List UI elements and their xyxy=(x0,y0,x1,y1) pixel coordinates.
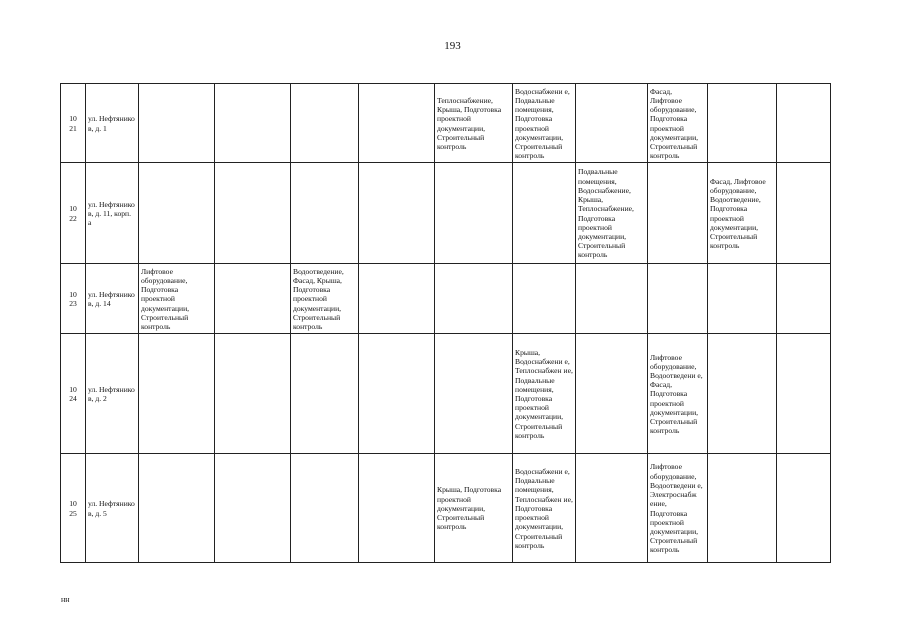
work-cell xyxy=(359,454,435,563)
table-row xyxy=(61,454,831,563)
work-cell: Крыша, Водоснабжени е, Теплоснабжен ие, Подвальные помещения, Подготовка проектной документации, Строительный контроль xyxy=(513,334,576,454)
work-cell: Лифтовое оборудование, Водоотведени е, Фасад, Подготовка проектной документации, Строительный контроль xyxy=(648,334,708,454)
work-cell xyxy=(215,163,291,264)
row-number: 10 21 xyxy=(61,84,86,163)
work-cell xyxy=(139,334,215,454)
row-number: 10 23 xyxy=(61,264,86,334)
work-cell xyxy=(435,163,513,264)
work-cell xyxy=(291,163,359,264)
work-cell xyxy=(139,163,215,264)
work-cell xyxy=(139,454,215,563)
work-cell xyxy=(708,454,777,563)
work-cell xyxy=(777,84,831,163)
work-cell: Крыша, Подготовка проектной документации, Строительный контроль xyxy=(435,454,513,563)
work-cell xyxy=(708,334,777,454)
table-row xyxy=(61,163,831,264)
work-cell xyxy=(435,264,513,334)
work-cell: Водоснабжени е, Подвальные помещения, Подготовка проектной документации, Строительный контроль xyxy=(513,84,576,163)
work-cell: Подвальные помещения, Водоснабжение, Крыша, Теплоснабжение, Подготовка проектной документации, Строительный контроль xyxy=(576,163,648,264)
work-cell: Теплоснабжение, Крыша, Подготовка проектной документации, Строительный контроль xyxy=(435,84,513,163)
work-cell xyxy=(708,264,777,334)
work-cell xyxy=(777,163,831,264)
address-cell: ул. Нефтянико в, д. 1 xyxy=(86,84,139,163)
work-cell xyxy=(648,264,708,334)
work-cell xyxy=(291,84,359,163)
work-cell xyxy=(708,84,777,163)
work-cell: Фасад, Лифтовое оборудование, Водоотведение, Подготовка проектной документации, Строительный контроль xyxy=(708,163,777,264)
work-cell xyxy=(359,163,435,264)
work-cell xyxy=(359,84,435,163)
work-cell xyxy=(435,334,513,454)
work-cell xyxy=(576,264,648,334)
work-cell xyxy=(777,454,831,563)
work-cell xyxy=(576,84,648,163)
work-cell xyxy=(215,334,291,454)
table-row xyxy=(61,334,831,454)
work-cell xyxy=(139,84,215,163)
work-cell: Лифтовое оборудование, Подготовка проектной документации, Строительный контроль xyxy=(139,264,215,334)
work-cell xyxy=(359,334,435,454)
work-cell xyxy=(215,264,291,334)
work-cell xyxy=(215,454,291,563)
work-cell xyxy=(576,334,648,454)
work-cell xyxy=(777,264,831,334)
work-cell xyxy=(513,163,576,264)
work-cell xyxy=(215,84,291,163)
work-cell xyxy=(291,454,359,563)
work-cell xyxy=(359,264,435,334)
work-cell xyxy=(576,454,648,563)
row-number: 10 24 xyxy=(61,334,86,454)
address-cell: ул. Нефтянико в, д. 14 xyxy=(86,264,139,334)
work-cell xyxy=(648,163,708,264)
footer-mark: нн xyxy=(61,595,70,604)
row-number: 10 22 xyxy=(61,163,86,264)
address-cell: ул. Нефтянико в, д. 5 xyxy=(86,454,139,563)
work-cell: Фасад, Лифтовое оборудование, Подготовка проектной документации, Строительный контроль xyxy=(648,84,708,163)
work-cell: Лифтовое оборудование, Водоотведени е, Электроснабж ение, Подготовка проектной документации, Строительный контроль xyxy=(648,454,708,563)
work-cell: Водоснабжени е, Подвальные помещения, Теплоснабжен ие, Подготовка проектной документации, Строительный контроль xyxy=(513,454,576,563)
row-number: 10 25 xyxy=(61,454,86,563)
table-row xyxy=(61,84,831,163)
table-row xyxy=(61,264,831,334)
address-cell: ул. Нефтянико в, д. 2 xyxy=(86,334,139,454)
work-cell: Водоотведение, Фасад, Крыша, Подготовка проектной документации, Строительный контроль xyxy=(291,264,359,334)
work-cell xyxy=(777,334,831,454)
page-number: 193 xyxy=(444,40,461,52)
work-cell xyxy=(291,334,359,454)
work-cell xyxy=(513,264,576,334)
repair-schedule-table xyxy=(60,83,831,563)
address-cell: ул. Нефтянико в, д. 11, корп. а xyxy=(86,163,139,264)
